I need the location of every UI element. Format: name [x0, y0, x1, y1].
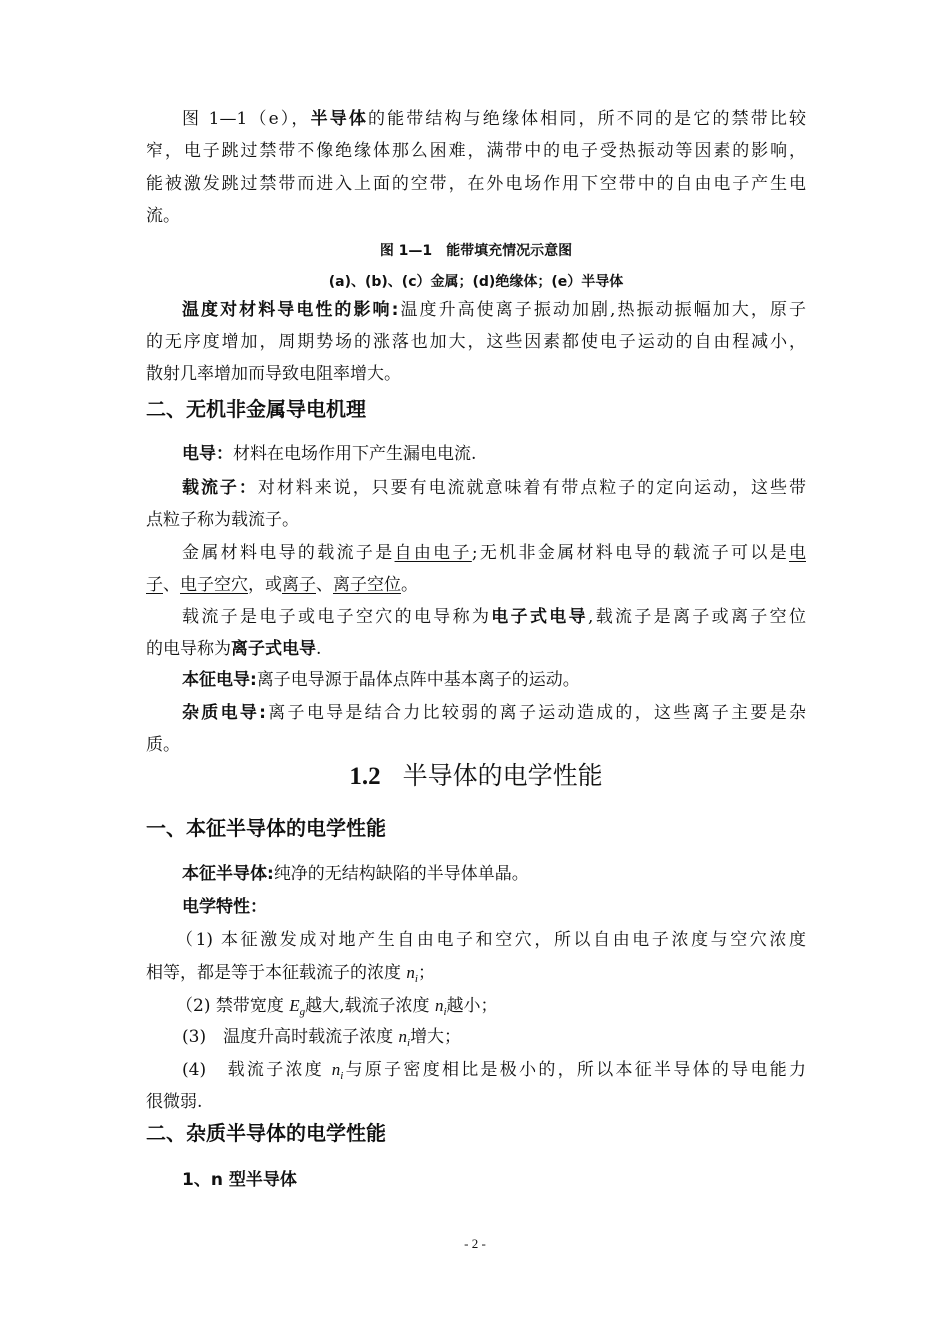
underlined-term: 电子空穴 — [180, 575, 248, 595]
underlined-term: 自由电子 — [394, 543, 472, 563]
bold-term: 本征电导: — [182, 670, 257, 690]
bold-term: 离子式电导 — [231, 639, 316, 659]
math-variable: n — [398, 1027, 407, 1046]
figure-caption-title: 图 1—1 能带填充情况示意图 — [379, 243, 573, 259]
bold-term: 本征半导体: — [182, 864, 274, 884]
math-variable: E — [289, 996, 300, 1015]
paragraph-line: 本征半导体:纯净的无结构缺陷的半导体单晶。 — [182, 864, 529, 884]
math-variable: n — [434, 996, 444, 1015]
underlined-term: 电 — [789, 543, 806, 563]
paragraph-line: 流。 — [146, 206, 180, 226]
paragraph-line: 质。 — [146, 735, 180, 755]
math-variable: n — [331, 1060, 341, 1079]
bold-term: 电学特性： — [182, 897, 267, 917]
paragraph-line: 载流子是电子或电子空穴的电导称为电子式电导,载流子是离子或离子空位 — [182, 607, 806, 627]
underlined-term: 离子 — [282, 575, 316, 595]
paragraph-line: 图 1—1（e），半导体的能带结构与绝缘体相同，所不同的是它的禁带比较 — [182, 109, 806, 129]
list-item-line: （1) 本征激发成对地产生自由电子和空穴，所以自由电子浓度与空穴浓度 — [176, 930, 806, 950]
list-item-line: (3) 温度升高时载流子浓度 $n_i$增大； — [182, 1027, 462, 1049]
paragraph-line: 子、电子空穴，或离子、离子空位。 — [146, 575, 418, 595]
math-variable: n — [406, 963, 415, 982]
paragraph-line — [182, 891, 806, 923]
paragraph-line: 能被激发跳过禁带而进入上面的空带，在外电场作用下空带中的自由电子产生电 — [146, 174, 806, 194]
chapter-title: 半导体的电学性能 — [402, 761, 603, 790]
bold-term: 杂质电导: — [182, 703, 266, 723]
list-item-line: (4) 载流子浓度 $n_i$与原子密度相比是极小的，所以本征半导体的导电能力 — [182, 1060, 806, 1082]
paragraph-line: 点粒子称为载流子。 — [146, 510, 299, 530]
paragraph-line: 窄，电子跳过禁带不像绝缘体那么困难，满带中的电子受热振动等因素的影响， — [146, 141, 806, 161]
section-heading: 一、本征半导体的电学性能 — [146, 816, 386, 840]
bold-term: 半导体 — [310, 109, 368, 129]
chapter-heading — [146, 756, 806, 796]
figure-caption-sub: (a)、(b)、(c）金属；(d)绝缘体；(e）半导体 — [328, 274, 624, 290]
paragraph-line: 载流子：对材料来说，只要有电流就意味着有带点粒子的定向运动，这些带 — [182, 478, 806, 498]
paragraph-line: 的电导称为离子式电导. — [146, 639, 322, 659]
paragraph-line: 温度对材料导电性的影响:温度升高使离子振动加剧,热振动振幅加大，原子 — [182, 300, 806, 320]
underlined-term: 子 — [146, 575, 163, 595]
paragraph-line: 散射几率增加而导致电阻率增大。 — [146, 364, 401, 384]
list-item-line: 很微弱. — [146, 1092, 203, 1112]
page-number: - 2 - — [464, 1236, 486, 1251]
paragraph-line: 本征电导:离子电导源于晶体点阵中基本离子的运动。 — [182, 670, 580, 690]
paragraph-line: 金属材料电导的载流子是自由电子;无机非金属材料电导的载流子可以是电 — [182, 543, 806, 563]
bold-term: 电导： — [182, 444, 233, 464]
bold-term: 温度对材料导电性的影响: — [182, 300, 399, 320]
chapter-number: 1.2 — [349, 763, 381, 790]
section-heading: 二、无机非金属导电机理 — [146, 397, 366, 421]
list-item-line: 相等，都是等于本征载流子的浓度 $n_i$； — [146, 963, 435, 985]
bold-term: 载流子： — [182, 478, 258, 498]
paragraph-line: 的无序度增加，周期势场的涨落也加大，这些因素都使电子运动的自由程减小， — [146, 332, 806, 352]
subsection-heading: 1、n 型半导体 — [182, 1170, 297, 1190]
bold-term: 电子式电导 — [491, 607, 588, 627]
paragraph-line: 电导：材料在电场作用下产生漏电电流. — [182, 444, 477, 464]
list-item-line: （2) 禁带宽度 $E_g$越大,载流子浓度 $n_i$越小； — [176, 996, 498, 1018]
section-heading: 二、杂质半导体的电学性能 — [146, 1121, 386, 1145]
underlined-term: 离子空位 — [333, 575, 401, 595]
paragraph-line: 杂质电导:离子电导是结合力比较弱的离子运动造成的，这些离子主要是杂 — [182, 703, 806, 723]
